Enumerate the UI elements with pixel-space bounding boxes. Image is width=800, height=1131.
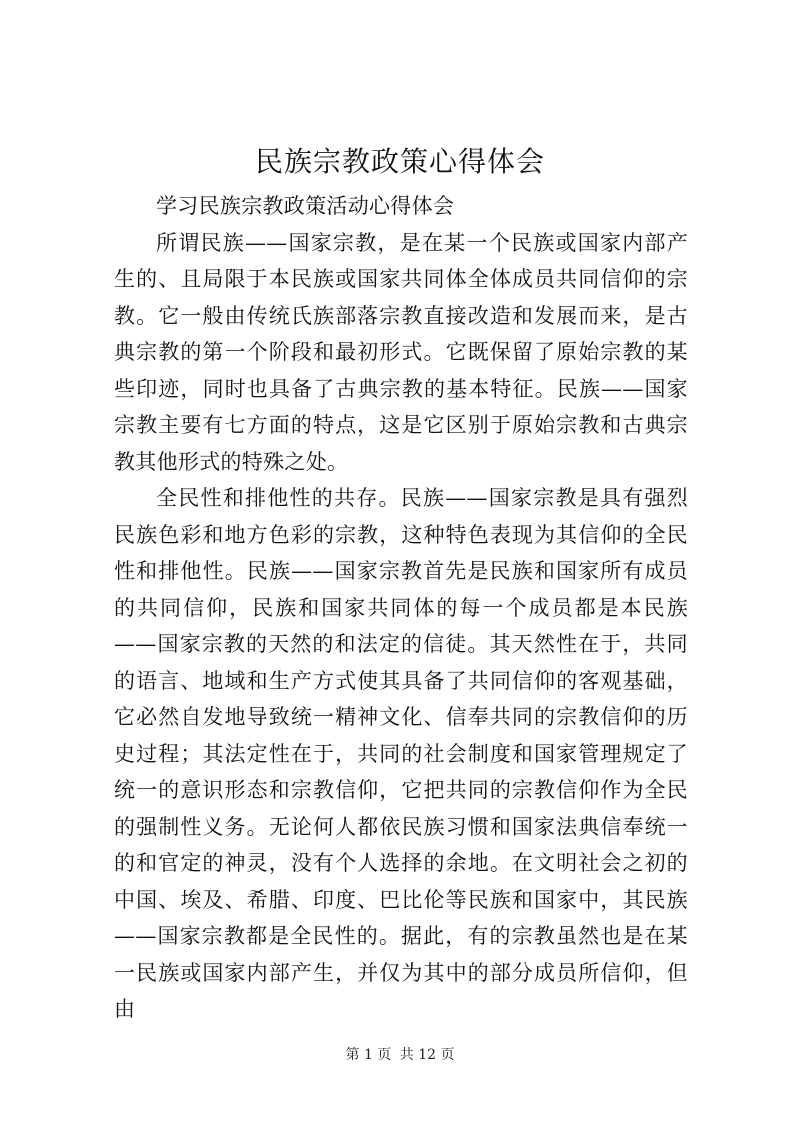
- page-footer: [0, 1045, 800, 1065]
- body-paragraph: 全民性和排他性的共存。民族——国家宗教是具有强烈民族色彩和地方色彩的宗教，这种特色表现为其信仰的全民性和排他性。民族——国家宗教首先是民族和国家所有成员的共同信仰，民族和国家共同体的每一个成员都是本民族——国家宗教的天然的和法定的信徒。其天然性在于，共同的语言、地域和生产方式使其具备了共同信仰的客观基础，它必然自发地导致统一精神文化、信奉共同的宗教信仰的历史过程；其法定性在于，共同的社会制度和国家管理规定了统一的意识形态和宗教信仰，它把共同的宗教信仰作为全民的强制性义务。无论何人都依民族习惯和国家法典信奉统一的和官定的神灵，没有个人选择的余地。在文明社会之初的中国、埃及、希腊、印度、巴比伦等民族和国家中，其民族——国家宗教都是全民性的。据此，有的宗教虽然也是在某一民族或国家内部产生，并仅为其中的部分成员所信仰，但由: [114, 486, 688, 1021]
- page-number: 第 1 页: [345, 1047, 392, 1063]
- page-total: 共 12 页: [399, 1047, 455, 1063]
- document-body: [114, 188, 688, 1028]
- body-paragraph: 所谓民族——国家宗教，是在某一个民族或国家内部产生的、且局限于本民族或国家共同体全体成员共同信仰的宗教。它一般由传统氏族部落宗教直接改造和发展而来，是古典宗教的第一个阶段和最初形式。它既保留了原始宗教的某些印迹，同时也具备了古典宗教的基本特征。民族——国家宗教主要有七方面的特点，这是它区别于原始宗教和古典宗教其他形式的特殊之处。: [114, 230, 688, 474]
- subtitle-paragraph: 学习民族宗教政策活动心得体会: [156, 194, 455, 218]
- document-title: 民族宗教政策心得体会: [254, 145, 545, 178]
